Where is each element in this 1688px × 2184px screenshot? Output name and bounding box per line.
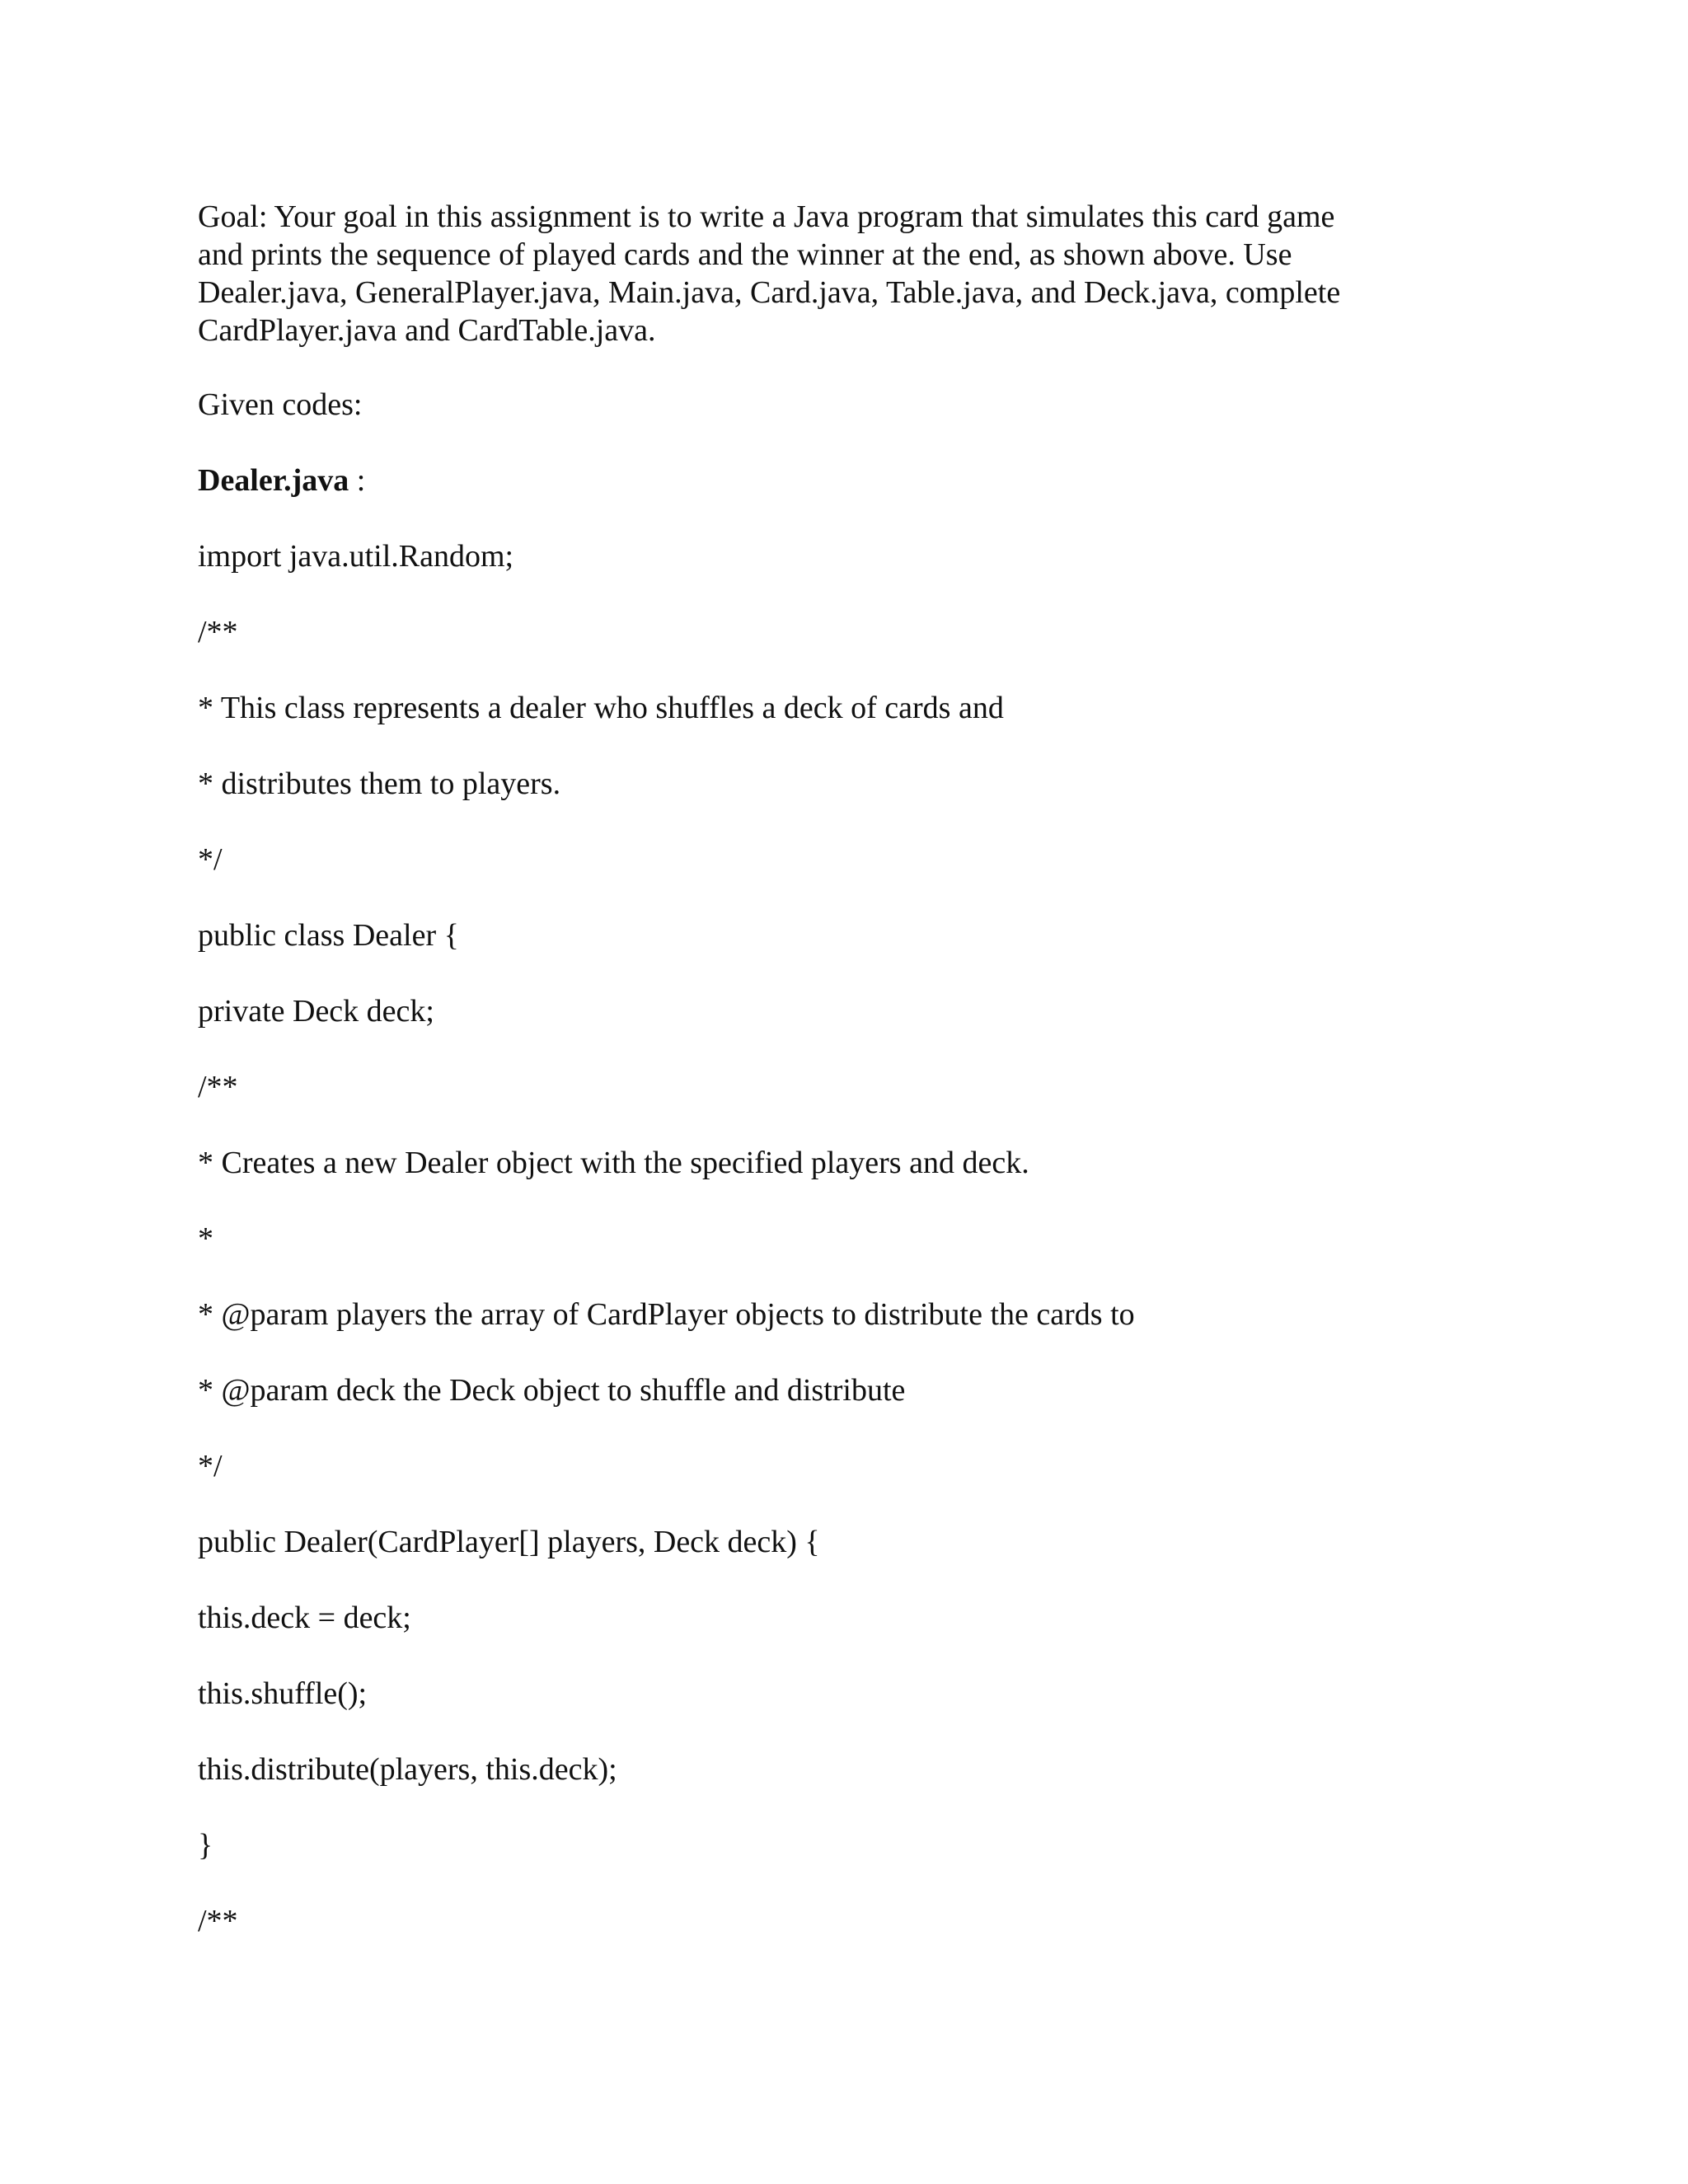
- code-line: * This class represents a dealer who shuffles a deck of cards and: [198, 691, 1004, 725]
- goal-line: Dealer.java, GeneralPlayer.java, Main.java, Card.java, Table.java, and Deck.java, complete: [198, 275, 1341, 310]
- code-line: this.shuffle();: [198, 1676, 368, 1711]
- file-heading-suffix: :: [349, 463, 366, 498]
- file-heading-name: Dealer.java: [198, 463, 349, 498]
- code-line: * @param players the array of CardPlayer objects to distribute the cards to: [198, 1297, 1135, 1332]
- goal-line: Goal: Your goal in this assignment is to write a Java program that simulates this card game: [198, 199, 1335, 234]
- code-line: public Dealer(CardPlayer[] players, Deck deck) {: [198, 1525, 820, 1559]
- goal-line: and prints the sequence of played cards and the winner at the end, as shown above. Use: [198, 237, 1292, 272]
- code-line: public class Dealer {: [198, 918, 459, 953]
- code-line: /**: [198, 615, 238, 649]
- code-line: private Deck deck;: [198, 994, 434, 1029]
- code-line: *: [198, 1221, 213, 1256]
- code-line: */: [198, 1449, 223, 1483]
- code-line: /**: [198, 1070, 238, 1104]
- code-line: */: [198, 842, 223, 877]
- code-line: * @param deck the Deck object to shuffle and distribute: [198, 1373, 906, 1408]
- code-line: * Creates a new Dealer object with the specified players and deck.: [198, 1146, 1029, 1180]
- goal-line: CardPlayer.java and CardTable.java.: [198, 313, 656, 348]
- code-line: this.deck = deck;: [198, 1601, 411, 1635]
- code-line: this.distribute(players, this.deck);: [198, 1752, 617, 1787]
- code-line: }: [198, 1828, 213, 1863]
- given-codes-label: Given codes:: [198, 387, 363, 422]
- code-line: import java.util.Random;: [198, 539, 514, 574]
- goal-paragraph: [198, 198, 1451, 349]
- code-line: /**: [198, 1904, 238, 1938]
- file-heading: [198, 462, 365, 499]
- code-line: * distributes them to players.: [198, 766, 561, 801]
